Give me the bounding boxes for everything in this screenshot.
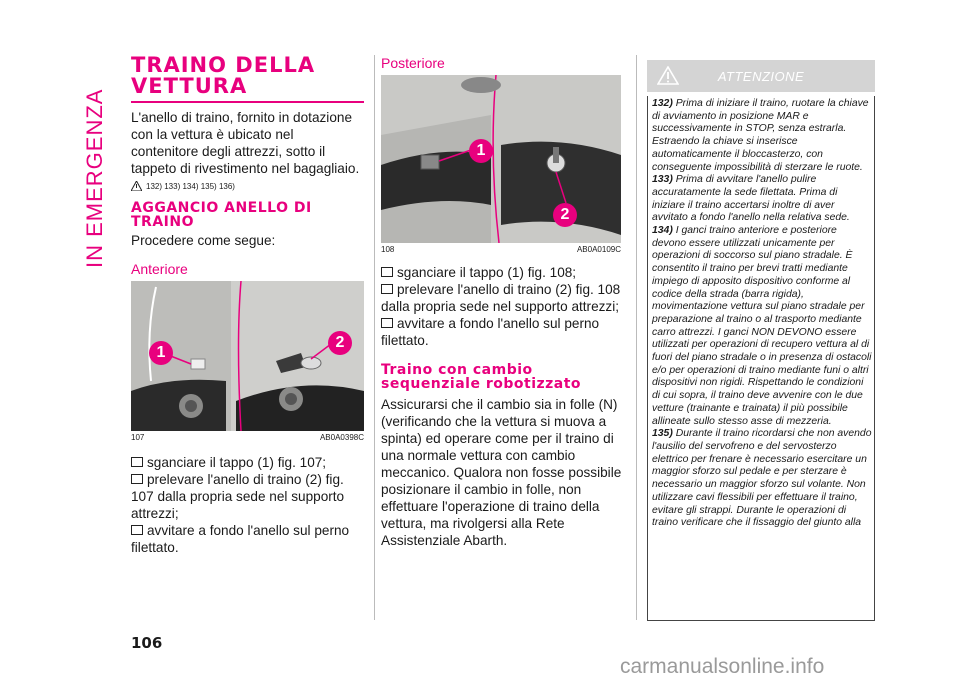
callout-1: 1 — [149, 341, 173, 365]
page-title-line2: VETTURA — [131, 74, 248, 98]
title-rule — [131, 101, 364, 103]
column-middle — [381, 55, 629, 549]
attention-notes — [647, 96, 875, 621]
warning-icon — [131, 181, 142, 191]
step-item — [381, 281, 629, 315]
warning-refs — [131, 181, 364, 191]
bullet-box-icon — [381, 284, 393, 294]
step-item — [131, 522, 364, 556]
figure-107-number: 107 — [131, 433, 145, 442]
note-number: 133) — [652, 174, 673, 186]
step-item — [131, 471, 364, 522]
bullet-box-icon — [381, 318, 393, 328]
note-text: Prima di avvitare l'anello pulire accuratamente la sede filettata. Prima di iniziare il traino accertarsi inoltre di aver avvitato a fondo l'anello nella relativa sede. — [652, 174, 850, 224]
section-side-tab — [78, 58, 106, 278]
step-text: prelevare l'anello di traino (2) fig. 108 dalla propria sede nel supporto attrezzi; — [381, 282, 621, 314]
section-title-aggancio — [131, 201, 364, 229]
callout-1: 1 — [469, 139, 493, 163]
note-item — [652, 98, 872, 174]
procedure-text: Procedere come segue: — [131, 233, 276, 248]
figure-108-number: 108 — [381, 245, 395, 254]
section-title-robotizzato-line2: sequenziale robotizzato — [381, 376, 582, 392]
bullet-box-icon — [131, 457, 143, 467]
attention-label: ATTENZIONE — [717, 69, 805, 84]
step-item — [381, 264, 629, 281]
watermark: carmanualsonline.info — [620, 655, 825, 678]
step-item — [131, 454, 364, 471]
note-text: Durante il traino ricordarsi che non avendo l'ausilio del servofreno e del servosterzo elettrico per frenare è necessario esercitare un maggior sforzo sul pedale e per sterzare è necessario un maggior sforzo sul volante. Non utilizzare cavi flessibili per effettuare il traino, evitare gli strappi. Durante le operazioni di traino verificare che il fissaggio del giunto alla — [652, 428, 872, 529]
column-divider — [374, 55, 375, 620]
front-subheading: Anteriore — [131, 261, 188, 277]
page-title — [131, 55, 364, 97]
column-left — [131, 55, 364, 556]
bullet-box-icon — [131, 525, 143, 535]
step-text: avvitare a fondo l'anello sul perno filettato. — [381, 316, 600, 348]
section-title-aggancio-line2: TRAINO — [131, 214, 194, 230]
section-side-tab-label: IN EMERGENZA — [82, 88, 107, 268]
intro-paragraph: L'anello di traino, fornito in dotazione con la vettura è ubicato nel contenitore degli attrezzi, sotto il tappeto di rivestimento nel bagagliaio. — [131, 110, 360, 176]
rear-steps — [381, 264, 629, 349]
bullet-box-icon — [131, 474, 143, 484]
rear-subheading: Posteriore — [381, 55, 445, 71]
note-item — [652, 225, 872, 428]
page-number: 106 — [131, 634, 163, 652]
section-title-robotizzato-line1: Traino con cambio — [381, 362, 533, 378]
figure-108-caption — [381, 245, 621, 254]
step-text: avvitare a fondo l'anello sul perno filettato. — [131, 523, 350, 555]
note-text: Prima di iniziare il traino, ruotare la chiave di avviamento in posizione MAR e successivamente in STOP, senza estrarla. Estraendo la chiave si inserisce automaticamente il bloccasterzo, con conseguente impossibilità di sterzare le ruote. — [652, 98, 869, 173]
front-steps — [131, 454, 364, 556]
figure-107 — [131, 281, 364, 431]
callout-2: 2 — [328, 331, 352, 355]
bullet-box-icon — [381, 267, 393, 277]
page-title-line1: TRAINO DELLA — [131, 53, 316, 77]
figure-108 — [381, 75, 621, 243]
column-right — [647, 60, 875, 621]
note-number: 135) — [652, 428, 673, 440]
note-item — [652, 174, 872, 225]
note-item — [652, 428, 872, 530]
robotizzato-paragraph: Assicurarsi che il cambio sia in folle (N) (verificando che la vettura si muova a spinta) ed operare come per il traino di una normale vettura con cambio meccanico. Qualora non fosse possibile posizionare il cambio in folle, non effettuare l'operazione di traino della vettura, ma rivolgersi alla Rete Assistenziale Abarth. — [381, 397, 622, 548]
step-text: sganciare il tappo (1) fig. 108; — [397, 265, 577, 280]
note-text: I ganci traino anteriore e posteriore devono essere utilizzati unicamente per operazioni di soccorso sul piano stradale. È consentito il traino per brevi tratti mediante impiego di apposito dispositivo conforme al codice della strada (barra rigida), movimentazione vettura sul piano stradale per preparazione al traino o al trasporto mediante carro attrezzi. I ganci NON DEVONO essere utilizzati per operazioni di recupero vettura al di fuori del piano stradale o in presenza di ostacoli e/o per operazioni di traino mediante funi o altri dispositivi non rigidi. Rispettando le condizioni di cui sopra, il traino deve avvenire con le due vetture (trainante e trainata) il più possibile allineate sullo stesso asse di mezzeria. — [652, 225, 872, 427]
figure-107-caption — [131, 433, 364, 442]
step-item — [381, 315, 629, 349]
note-number: 132) — [652, 98, 673, 109]
column-divider — [636, 55, 637, 620]
section-title-aggancio-line1: AGGANCIO ANELLO DI — [131, 200, 312, 216]
note-number: 134) — [652, 225, 673, 237]
callout-2: 2 — [553, 203, 577, 227]
step-text: prelevare l'anello di traino (2) fig. 107 dalla propria sede nel supporto attrezzi; — [131, 472, 345, 521]
section-title-robotizzato — [381, 363, 629, 391]
figure-108-code: AB0A0109C — [576, 245, 621, 254]
attention-header — [647, 60, 875, 92]
warning-refs-text: 132) 133) 134) 135) 136) — [146, 181, 235, 191]
figure-107-code: AB0A0398C — [319, 433, 364, 442]
rear-tow-photo — [381, 75, 621, 243]
step-text: sganciare il tappo (1) fig. 107; — [147, 455, 327, 470]
